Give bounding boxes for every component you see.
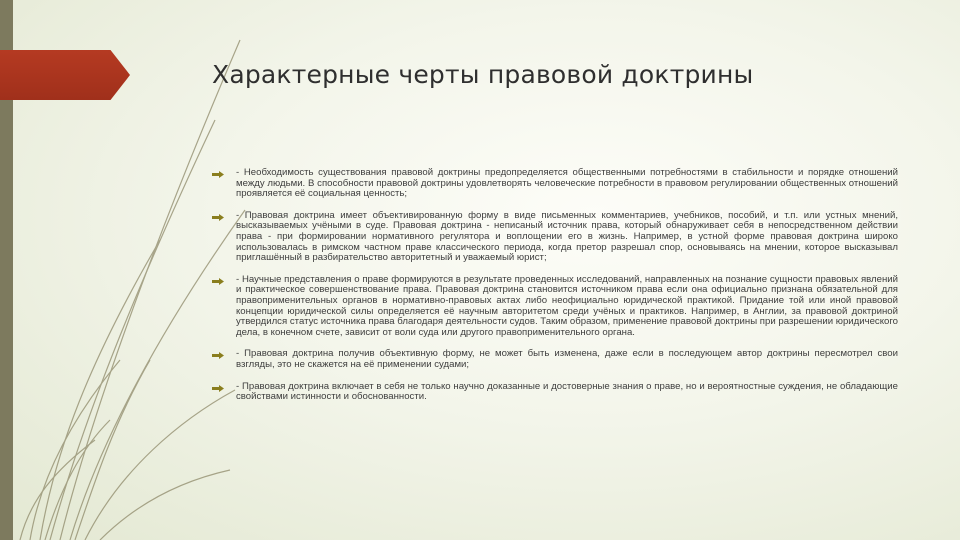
slide-title: Характерные черты правовой доктрины — [212, 60, 754, 89]
list-item — [212, 211, 898, 264]
list-item — [212, 275, 898, 339]
title-accent-flag — [0, 50, 130, 100]
arrow-bullet-icon — [212, 275, 236, 289]
arrow-bullet-icon — [212, 349, 236, 363]
arrow-bullet-icon — [212, 168, 236, 182]
arrow-bullet-icon — [212, 211, 236, 225]
bullet-text: - Необходимость существования правовой доктрины предопределяется общественными потребностями в стабильности и порядке отношений между людьми. В способности правовой доктрины удовлетворять человеческие потребности в правовом регулировании общественных отношений проявляется её социальная ценность; — [236, 167, 898, 200]
bullet-list — [212, 168, 898, 414]
bullet-text: - Правовая доктрина включает в себя не только научно доказанные и достоверные знания о праве, но и вероятностные суждения, не обладающие свойствами истинности и обоснованности. — [236, 380, 898, 403]
bullet-text: - Правовая доктрина получив объективную форму, не может быть изменена, даже если в последующем автор доктрины пересмотрел свои взгляды, это не скажется на её применении судами; — [236, 348, 898, 370]
arrow-bullet-icon — [212, 382, 236, 396]
bullet-text: - Правовая доктрина имеет объективированную форму в виде письменных комментариев, учебников, пособий, и т.п. или устных мнений, высказываемых учёными в суде. Правовая доктрина - неписаный источник права, который обнаруживает себя в непосредственном действии права - при формировании нормативного регулятора и воплощении его в жизнь. Например, в устной форме правовая доктрина широко использовалась в римском частном праве классического периода, когда претор разрешал спор, основываясь на мнении, которое высказывал приглашённый в разбирательство авторитетный и уважаемый юрист; — [236, 209, 898, 264]
bullet-text: - Научные представления о праве формируются в результате проведенных исследований, направленных на познание сущности правовых явлений и практическое совершенствование права. Правовая доктрина становится источником права если она официально признана обязательной для правоприменительных органов в нормативно-правовых актах либо неофициально юридической практикой. Придание той или иной правовой концепции юридической силы определяется её научным авторитетом среди учёных и практиков. Например, в Англии, за правовой доктриной утвердился статус источника права благодаря деятельности судов. Таким образом, применение правовой доктрины при разрешении юридического дела, в конечном счете, зависит от воли суда или другого правоприменительного органа. — [236, 273, 898, 338]
list-item — [212, 168, 898, 200]
list-item — [212, 349, 898, 370]
list-item — [212, 382, 898, 403]
